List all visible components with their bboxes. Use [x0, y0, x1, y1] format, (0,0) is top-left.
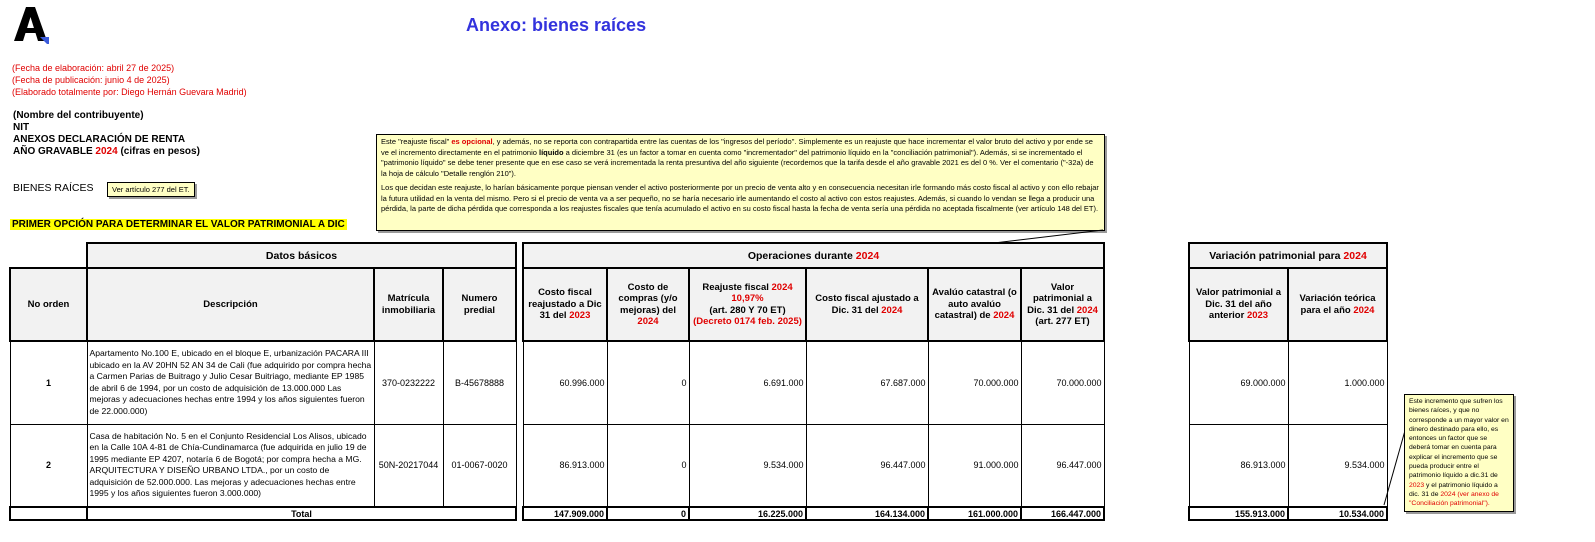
bienes-raices-label: BIENES RAÍCES: [13, 182, 94, 194]
col-orden: No orden: [10, 268, 87, 341]
col-variacion-teorica: Variación teórica para el año 2024: [1288, 268, 1387, 341]
table-row: 86.913.000 9.534.000: [1189, 424, 1387, 507]
table-row: 1 Apartamento No.100 E, ubicado en el bloque E, urbanización PACARA III ubicado en la AV 20HN 52 AN 34 de Cali (fue adquirido por compra hecha a Carmen Parias de Buitrago y Julio Cesar Buitriago, mediante EP 1985 de abril 6 de 1994, por un costo de adquisición de 13.000.000 Las mejoras y adecuaciones hechas entre 1994 y los años siguientes fueron de 22.000.000) 370-0232222 B-45678888 60.996.000 0 6.691.000 67.687.000 70.000.000 70.000.000: [10, 341, 1104, 424]
group-variacion: Variación patrimonial para 2024: [1189, 243, 1387, 268]
table-row: 69.000.000 1.000.000: [1189, 341, 1387, 424]
nombre-contribuyente: (Nombre del contribuyente): [13, 110, 144, 121]
col-costo-fiscal: Costo fiscal reajustado a Dic 31 del 2023: [523, 268, 607, 341]
fecha-elaboracion: (Fecha de elaboración: abril 27 de 2025): [12, 63, 175, 73]
fecha-publicacion: (Fecha de publicación: junio 4 de 2025): [12, 75, 170, 85]
note-reajuste-p1: Este "reajuste fiscal" es opcional, y además, no se reporta con contrapartida entre las cuentas de los "ingresos del período". Simplemente es un reajuste que hace incrementar el valor bruto del activo y por ende se ve el incremento directamente en el patrimonio líquido a diciembre 31 (es un factor a tomar en cuenta como "incrementador" del patrimonio líquido en la "conciliación patrimonial"). Además, si se incrementado el "patrimonio líquido" se debe tener presente que en ese caso se verá incrementada la renta presuntiva del año siguiente (recordemos que la tarifa desde el año gravable 2021 es del 0 %. Ver el comentario ("-32a) de la hoja de cálculo "Detalle renglón 210").: [381, 137, 1094, 178]
page-title: Anexo: bienes raíces: [466, 15, 647, 35]
col-reajuste: Reajuste fiscal 2024 10,97% (art. 280 Y 70 ET) (Decreto 0174 feb. 2025): [689, 268, 806, 341]
col-matricula: Matrícula inmobiliaria: [374, 268, 443, 341]
totals-row: Total 147.909.000 0 16.225.000 164.134.000 161.000.000 166.447.000: [10, 507, 1104, 520]
group-operaciones: Operaciones durante 2024: [523, 243, 1104, 268]
company-logo: [12, 4, 52, 44]
col-valor-anterior: Valor patrimonial a Dic. 31 del año anterior 2023: [1189, 268, 1288, 341]
note-reajuste-p2: Los que decidan este reajuste, lo harían básicamente porque piensan vender el activo posteriormente por un precio de venta alto y en consecuencia necesitan irle formando más costo fiscal al activo y con ello rebajar la futura utilidad en la venta del mismo. Pero si el precio de venta va a ser pequeño, no se haría necesario irle aumentando el costo al activo con estos reajustes. Además, si cuando lo vendan se llega a producir una pérdida, la parte de dicha pérdida que corresponda a los reajustes fiscales que tenía acumulado el activo en su costo fiscal hasta la fecha de venta sería una pérdida no aceptada fiscalmente (ver artículo 148 del ET).: [381, 183, 1099, 213]
variacion-table: [1188, 242, 1388, 521]
col-compras: Costo de compras (y/o mejoras) del 2024: [607, 268, 689, 341]
ano-gravable: [13, 146, 200, 157]
col-avaluo: Avalúo catastral (o auto avalúo catastral) de 2024: [928, 268, 1021, 341]
anexos-label: ANEXOS DECLARACIÓN DE RENTA: [13, 134, 186, 145]
note-art277: Ver artículo 277 del ET.: [107, 182, 195, 197]
table-row: 2 Casa de habitación No. 5 en el Conjunto Residencial Los Alisos, ubicado en la Calle 10A 4-81 de Chía-Cundinamarca (fue adquirida en julio 19 de 1995 mediante EP 4207, notaría 6 de Bogotá; por compra hecha a MG. ARQUITECTURA Y DISEÑO URBANO LTDA., por un costo de adquisición de 52.000.000. Las mejoras y adecuaciones hechas entre 1995 y los años siguientes fueron 3.000.000) 50N-20217044 01-0067-0020 86.913.000 0 9.534.000 96.447.000 91.000.000 96.447.000: [10, 424, 1104, 507]
note-variacion: Este incremento que sufren los bienes raíces, y que no corresponde a un mayor valor en dinero destinado para ello, es entonces un factor que se deberá tomar en cuenta para explicar el incremento que se pueda producir entre el patrimonio líquido a dic.31 de 2023 y el patrimonio líquido a dic. 31 de 2024 (ver anexo de "Conciliación patrimonial").: [1404, 394, 1514, 512]
ano-gravable-value: 2024: [95, 146, 118, 157]
ano-gravable-suffix: (cifras en pesos): [120, 146, 200, 157]
col-ajustado: Costo fiscal ajustado a Dic. 31 del 2024: [806, 268, 928, 341]
col-valor-patrimonial: Valor patrimonial a Dic. 31 del 2024 (art. 277 ET): [1021, 268, 1104, 341]
col-descripcion: Descripción: [87, 268, 374, 341]
nit-label: NIT: [13, 122, 30, 133]
totals-row: 155.913.000 10.534.000: [1189, 507, 1387, 520]
note-reajuste-fiscal: [376, 134, 1105, 231]
total-label: Total: [87, 507, 516, 520]
bienes-raices-table: [9, 242, 1105, 521]
group-datos-basicos: Datos básicos: [87, 243, 516, 268]
autor: (Elaborado totalmente por: Diego Hernán Guevara Madrid): [12, 87, 247, 97]
first-option-banner: PRIMER OPCIÓN PARA DETERMINAR EL VALOR PATRIMONIAL A DIC: [12, 219, 345, 230]
ano-gravable-label: AÑO GRAVABLE: [13, 146, 93, 157]
col-predial: Numero predial: [443, 268, 516, 341]
